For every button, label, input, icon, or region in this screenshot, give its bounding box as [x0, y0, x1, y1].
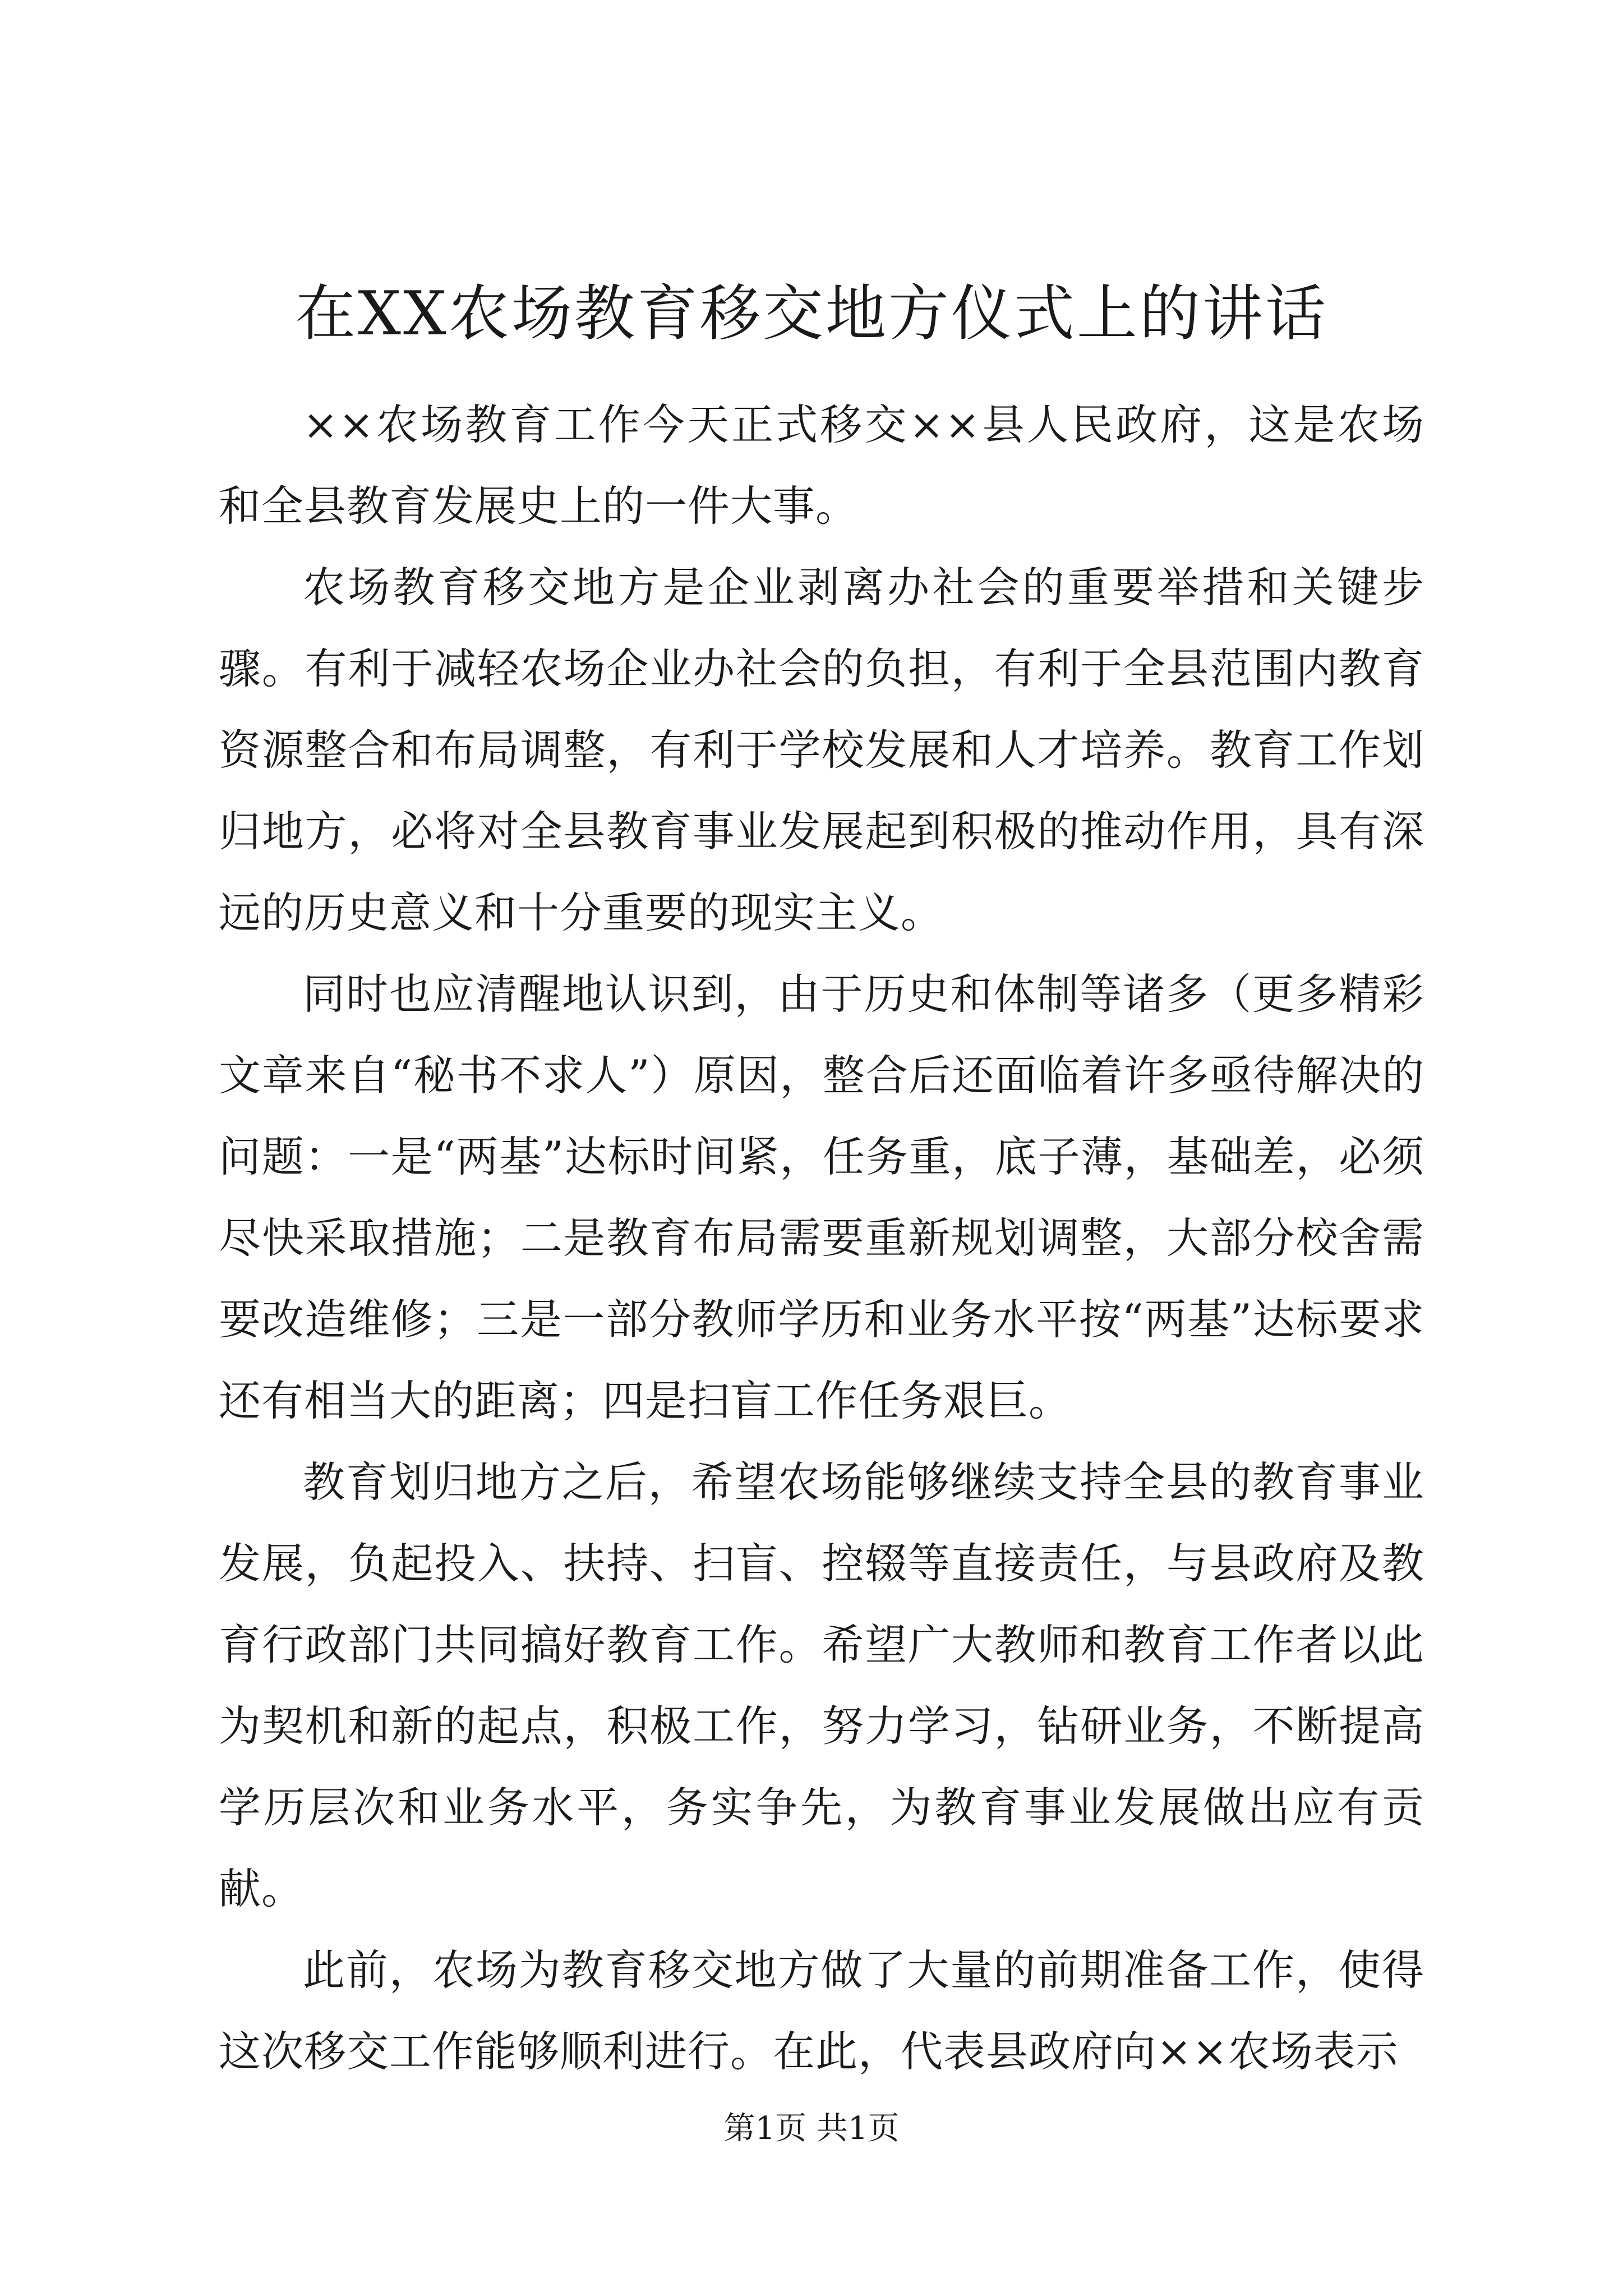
document-body [219, 384, 1424, 2092]
paragraph-5: 此前，农场为教育移交地方做了大量的前期准备工作，使得这次移交工作能够顺利进行。在此，代表县政府向××农场表示 [219, 1945, 1424, 2076]
page-number-footer: 第1页 共1页 [723, 2110, 900, 2147]
paragraph-2: 农场教育移交地方是企业剥离办社会的重要举措和关键步骤。有利于减轻农场企业办社会的负担，有利于全县范围内教育资源整合和布局调整，有利于学校发展和人才培养。教育工作划归地方，必将对全县教育事业发展起到积极的推动作用，具有深远的历史意义和十分重要的现实主义。 [219, 563, 1424, 937]
paragraph-1: ××农场教育工作今天正式移交××县人民政府，这是农场和全县教育发展史上的一件大事。 [219, 400, 1424, 531]
document-title: 在XX农场教育移交地方仪式上的讲话 [295, 279, 1328, 349]
paragraph-4: 教育划归地方之后，希望农场能够继续支持全县的教育事业发展，负起投入、扶持、扫盲、控辍等直接责任，与县政府及教育行政部门共同搞好教育工作。希望广大教师和教育工作者以此为契机和新的起点，积极工作，努力学习，钻研业务，不断提高学历层次和业务水平，务实争先，为教育事业发展做出应有贡献。 [219, 1457, 1424, 1913]
paragraph-3: 同时也应清醒地认识到，由于历史和体制等诸多（更多精彩文章来自“秘书不求人”）原因，整合后还面临着许多亟待解决的问题：一是“两基”达标时间紧，任务重，底子薄，基础差，必须尽快采取措施；二是教育布局需要重新规划调整，大部分校舍需要改造维修；三是一部分教师学历和业务水平按“两基”达标要求还有相当大的距离；四是扫盲工作任务艰巨。 [219, 969, 1424, 1425]
